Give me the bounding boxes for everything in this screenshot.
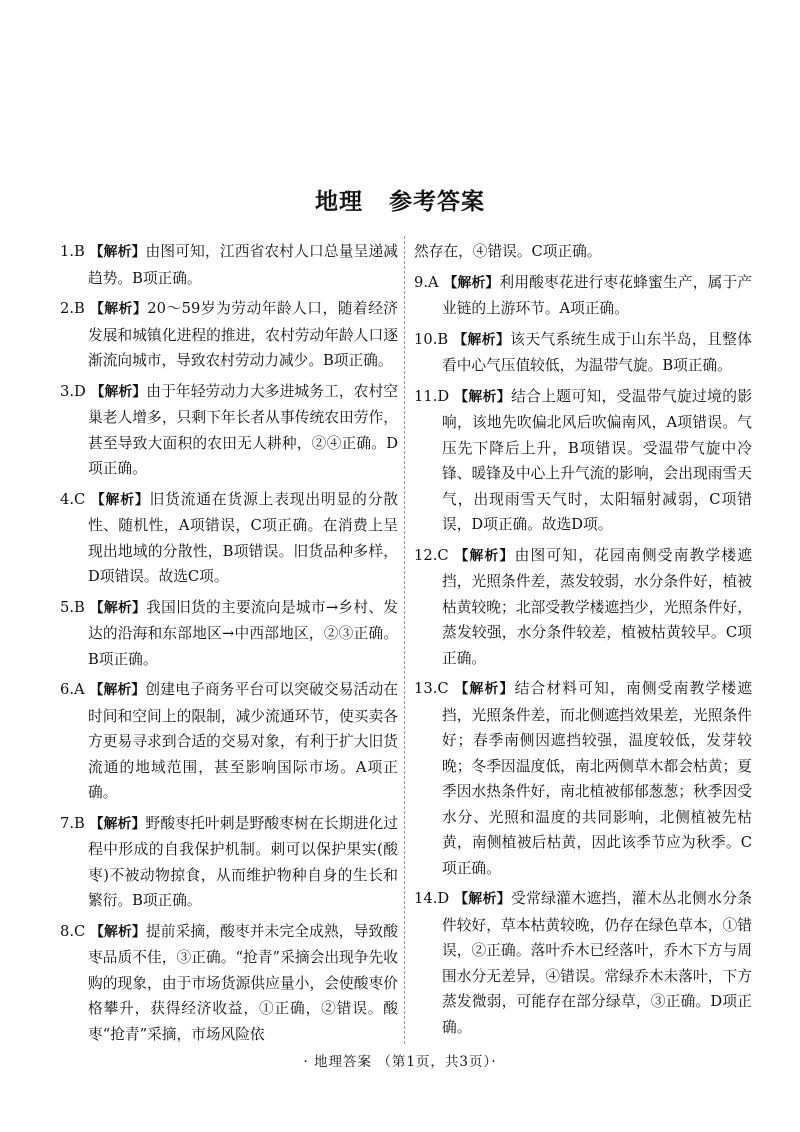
answer-number: 1.B — [60, 243, 85, 260]
answer-number: 12.C — [414, 546, 449, 564]
answer-text: 受常绿灌木遮挡，灌木丛北侧水分条件较好，草本枯黄较晚，仍存在绿色草本，①错误，②正确。落叶乔木已经落叶，乔木下方与周围水分无差异，④错误。常绿乔木未落叶，下方蒸发微弱，可能存在部分绿草，③正确。D项正确。 — [442, 890, 753, 1036]
answer-item — [414, 886, 752, 1040]
answer-item — [60, 296, 398, 374]
analysis-tag: 【解析】 — [454, 388, 512, 405]
answer-number: 13.C — [414, 680, 449, 697]
answer-number: 14.D — [414, 890, 450, 907]
answer-text: 利用酸枣花进行枣花蜂蜜生产，属于产业链的上游环节。A项正确。 — [442, 273, 752, 317]
answer-text: 由图可知，花园南侧受南教学楼遮挡，光照条件差，蒸发较弱，水分条件好，植被枯黄较晚；北部受教学楼遮挡少，光照条件好，蒸发较强，水分条件较差，植被枯黄较早。C项正确。 — [442, 546, 752, 667]
answer-item — [414, 384, 752, 538]
answer-text: 由于年轻劳动力大多进城务工，农村空巢老人增多，只剩下年长者从事传统农田劳作，甚至导致大面积的农田无人耕种，②④正确。D项正确。 — [88, 382, 398, 477]
analysis-tag: 【解析】 — [454, 891, 512, 907]
answer-text: 提前采摘，酸枣并未完全成熟，导致酸枣品质不佳，③正确。“抢青”采摘会出现争先收购的现象，由于市场货源供应量小，会使酸枣价格攀升，获得经济收益，①正确，②错误。酸枣“抢青”采摘，市场风险依 — [88, 922, 398, 1043]
answer-number: 6.A — [60, 681, 85, 698]
left-column — [60, 239, 398, 1047]
analysis-tag: 【解析】 — [454, 681, 515, 697]
answer-text: 野酸枣托叶刺是野酸枣树在长期进化过程中形成的自我保护机制。刺可以保护果实(酸枣)不被动物掠食，从而维护物种自身的生长和繁衍。B项正确。 — [88, 814, 398, 909]
answer-item — [60, 487, 398, 590]
analysis-tag: 【解析】 — [89, 682, 146, 698]
column-divider — [404, 236, 405, 1044]
analysis-tag: 【解析】 — [90, 923, 146, 940]
answer-number: 4.C — [60, 490, 86, 508]
title-subject: 地理 — [315, 189, 363, 215]
right-column — [414, 239, 752, 1040]
answer-number: 3.D — [60, 382, 86, 400]
answer-item — [60, 595, 398, 673]
answer-text: 该天气系统生成于山东半岛，且整体看中心气压值较低，为温带气旋。B项正确。 — [442, 330, 752, 374]
answer-item — [414, 676, 752, 881]
analysis-tag: 【解析】 — [453, 331, 511, 348]
answer-text: 结合材料可知，南侧受南教学楼遮挡，光照条件差，而北侧遮挡效果差，光照条件好；春季南侧因遮挡较强，温度较低，发芽较晚；冬季因温度低，南北两侧草木都会枯黄；夏季因水热条件好，南北植被郁郁葱葱；秋季因受水分、光照和温度的共同影响，北侧植被先枯黄，南侧植被后枯黄，因此该季节应为秋季。C项正确。 — [442, 680, 752, 877]
analysis-tag: 【解析】 — [90, 383, 147, 400]
page-footer: · 地理答案 （第1页，共3页）· — [303, 1054, 497, 1070]
answer-item — [414, 270, 752, 322]
answer-text: 我国旧货的主要流向是城市→乡村、发达的沿海和东部地区→中西部地区，②③正确。B项正确。 — [88, 598, 399, 668]
answer-text: 旧货流通在货源上表现出明显的分散性、随机性，A项错误，C项正确。在消费上呈现出地域的分散性，B项错误。旧货品种多样，D项错误。故选C项。 — [88, 490, 398, 585]
answer-number: 8.C — [60, 922, 86, 940]
answer-text: 20～59岁为劳动年龄人口，随着经济发展和城镇化进程的推进，农村劳动年龄人口逐渐流向城市，导致农村劳动力减少。B项正确。 — [88, 300, 398, 369]
answer-item — [60, 919, 398, 1048]
answer-item — [60, 239, 398, 291]
analysis-tag: 【解析】 — [89, 599, 147, 616]
answer-item — [60, 379, 398, 482]
answer-number: 11.D — [414, 387, 450, 405]
page-title — [0, 183, 800, 216]
answer-text: 由图可知，江西省农村人口总量呈递减趋势。B项正确。 — [88, 243, 398, 287]
answer-text: 创建电子商务平台可以突破交易活动在时间和空间上的限制，减少流通环节，使买卖各方更易寻求到合适的交易对象，有利于扩大旧货流通的地域范围，甚至影响国际市场。A项正确。 — [88, 681, 398, 801]
answer-item — [60, 811, 398, 914]
analysis-tag: 【解析】 — [89, 815, 146, 832]
answer-item — [60, 677, 398, 806]
answer-text: 结合上题可知，受温带气旋过境的影响，该地先吹偏北风后吹偏南风，A项错误。气压先下降后上升，B项错误。受温带气旋中冷锋、暖锋及中心上升气流的影响，会出现雨雪天气，出现雨雪天气时，太阳辐射减弱，C项错误，D项正确。故选D项。 — [442, 387, 753, 533]
title-heading: 参考答案 — [389, 189, 485, 215]
answer-number: 7.B — [60, 814, 85, 832]
analysis-tag: 【解析】 — [443, 274, 500, 291]
answer-number: 10.B — [414, 330, 449, 348]
analysis-tag: 【解析】 — [89, 244, 146, 260]
analysis-tag: 【解析】 — [454, 547, 515, 564]
analysis-tag: 【解析】 — [90, 491, 150, 508]
answer-item — [414, 327, 752, 379]
answer-number: 5.B — [60, 598, 85, 616]
answer-continuation: 然存在，④错误。C项正确。 — [414, 243, 602, 260]
answer-number: 2.B — [60, 300, 85, 317]
answer-number: 9.A — [414, 273, 439, 291]
answer-item — [414, 543, 752, 672]
analysis-tag: 【解析】 — [90, 301, 148, 317]
